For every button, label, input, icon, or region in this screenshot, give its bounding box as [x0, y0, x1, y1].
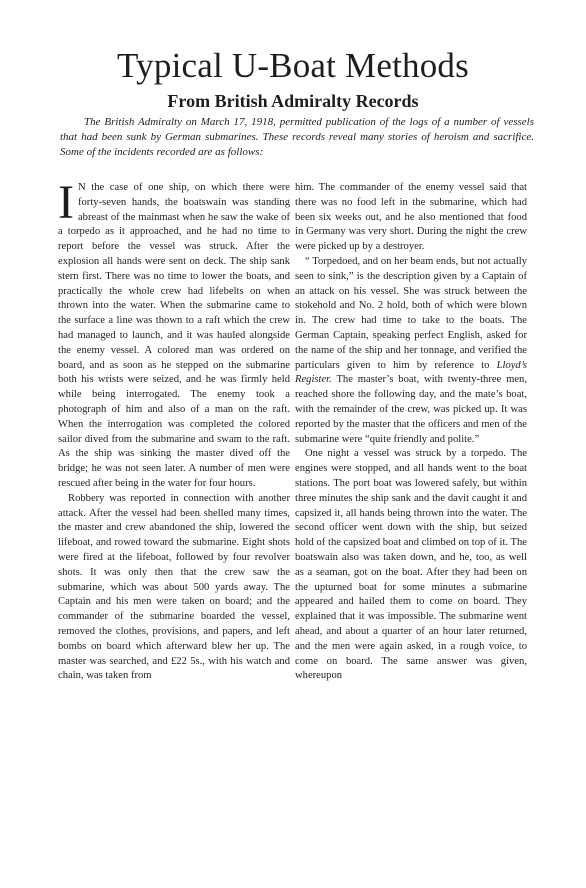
right-paragraph-2-text-a: “ Torpedoed, and on her beam ends, but not actually seen to sink,” is the description given by a Captain of an attack on his vessel. She was struck between the stokehold and No. 2 hold, both of which were blown in. The crew had time to take to the boats. The German Captain, speaking perfect English, asked for the name of the ship and her tonnage, and verified the particulars given to him by reference to — [295, 255, 527, 371]
left-paragraph-2: Robbery was reported in connection with another attack. After the vessel had been shelled many times, the master and crew abandoned the ship, lowered the lifeboat, and rowed toward the submarine. Eight shots were fired at the lifeboat, followed by four revolver shots. It was only then that the crew saw the submarine, which was about 500 yards away. The Captain and his men were taken on board; and the commander of the submarine boarded the vessel, removed the clothes, provisions, and papers, and left bombs on board which afterward blew her up. The master was searched, and £22 5s., with his watch and chain, was taken from — [58, 492, 290, 682]
lloyds-register-italic: Lloyd’s Register. — [295, 359, 527, 386]
right-paragraph-2-text-b: The master’s boat, with twenty-three men, reached shore the following day, and the mate’s boat, with the remainder of the crew, was picked up. It was reported by the master that the officers and men of the submarine were “quite friendly and polite.” — [295, 374, 527, 445]
drop-cap: I — [58, 176, 74, 229]
article-subtitle: From British Admiralty Records — [167, 91, 419, 111]
right-paragraph-1: him. The commander of the enemy vessel said that there was no food left in the submarine, which had been six weeks out, and he also mentioned that food in Germany was very short. During the night the crew were picked up by a destroyer. — [295, 182, 527, 253]
left-paragraph-1 — [58, 176, 290, 492]
right-paragraph-3: One night a vessel was struck by a torpedo. The engines were stopped, and all hands went to the boat stations. The port boat was lowered safely, but within three minutes the ship sank and the davit caught it and capsized it, all hands being thrown into the water. The second officer went down with the ship, but seized hold of the capsized boat and climbed on top of it. The boatswain also was taken down, and he, too, as well as a seaman, got on the boat. After they had been on the upturned boat for some minutes a submarine appeared and hailed them to come on board. They explained that it was impossible. The submarine went ahead, and about a quarter of an hour later returned, and the men were again asked, in a rough voice, to come on board. The same answer was given, whereupon — [295, 448, 527, 682]
left-paragraph-1-text: N the case of one ship, on which there were forty-seven hands, the boatswain was standing abreast of the mainmast when he saw the wake of a torpedo as it approached, and he had no time to report before the vessel was struck. After the explosion all hands were sent on deck. The ship sank stern first. There was no time to lower the boats, and practically the whole crew had lifebelts on when thrown into the water. When the submarine came to the surface a line was thown to a raft which the crew had managed to launch, and it was hauled alongside the enemy vessel. A colored man was ordered on board, and as soon as he stepped on the submarine both his wrists were seized, and he was firmly held while being interrogated. The enemy took a photograph of him and also of a man on the raft. When the interrogation was completed the colored sailor dived from the submarine and swam to the raft. As the ship was sinking the master dived off the bridge; he was not seen later. A number of men were rescued after being in the water for four hours. — [58, 182, 290, 489]
right-column — [295, 181, 527, 684]
article-title: Typical U-Boat Methods — [117, 46, 469, 85]
intro-paragraph: The British Admiralty on March 17, 1918, permitted publication of the logs of a number of vessels that had been sunk by German submarines. These records reveal many stories of heroism and sacrifice. Some of the incidents recorded are as follows: — [60, 116, 534, 158]
right-paragraph-2 — [295, 255, 527, 447]
left-column — [58, 176, 290, 684]
